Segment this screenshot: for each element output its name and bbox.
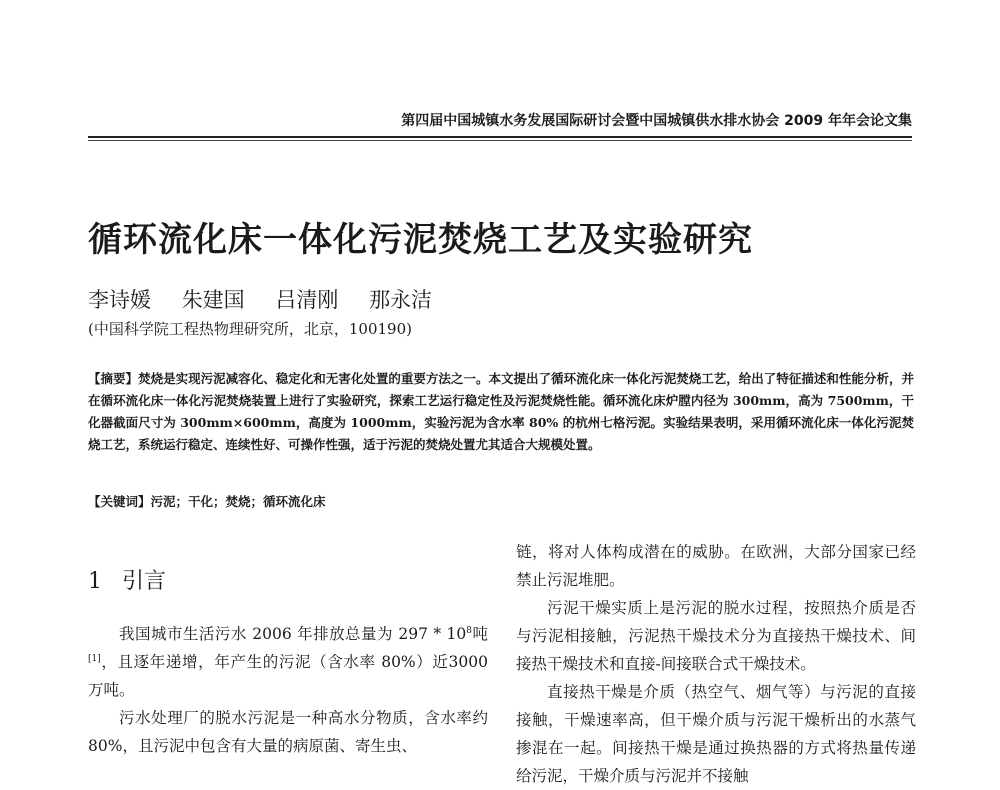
abstract-block	[88, 368, 914, 456]
header-rule-thin	[88, 140, 912, 141]
citation-ref: [1]	[88, 653, 101, 664]
author-name: 吕清刚	[275, 288, 339, 312]
text-run: 我国城市生活污水 2006 年排放总量为 297 * 10	[119, 625, 467, 643]
keywords-label: 【关键词】	[88, 494, 151, 509]
paragraph: 污水处理厂的脱水污泥是一种高水分物质，含水率约 80%，且污泥中包含有大量的病原菌、寄生虫、	[88, 709, 488, 755]
section-title: 引言	[122, 569, 167, 594]
paragraph: 链，将对人体构成潜在的威胁。在欧洲，大部分国家已经禁止污泥堆肥。	[516, 543, 916, 589]
section-heading	[88, 564, 166, 595]
author-name: 李诗媛	[88, 288, 151, 312]
abstract-text: 焚烧是实现污泥减容化、稳定化和无害化处置的重要方法之一。本文提出了循环流化床一体化污泥焚烧工艺，给出了特征描述和性能分析，并在循环流化床一体化污泥焚烧装置上进行了实验研究，探索工艺运行稳定性及污泥焚烧性能。循环流化床炉膛内径为 300mm，高为 7500mm，干化器截面尺寸为 300mm×600mm，高度为 1000mm，实验污泥为含水率 80% 的杭州七格污泥。实验结果表明，采用循环流化床一体化污泥焚烧工艺，系统运行稳定、连续性好、可操作性强，适于污泥的焚烧处置尤其适合大规模处置。	[88, 371, 914, 452]
paper-title: 循环流化床一体化污泥焚烧工艺及实验研究	[88, 220, 753, 260]
keywords-text: 污泥；干化；焚烧；循环流化床	[150, 494, 326, 509]
abstract-label: 【摘要】	[88, 371, 139, 386]
running-head: 第四届中国城镇水务发展国际研讨会暨中国城镇供水排水协会 2009 年年会论文集	[401, 113, 912, 129]
exponent: 8	[466, 625, 473, 636]
paragraph: 直接热干燥是介质（热空气、烟气等）与污泥的直接接触，干燥速率高，但干燥介质与污泥干燥析出的水蒸气掺混在一起。间接热干燥是通过换热器的方式将热量传递给污泥，干燥介质与污泥并不接触	[516, 683, 916, 785]
section-number: 1	[88, 569, 102, 594]
header-rule	[88, 136, 912, 138]
left-column	[88, 620, 488, 760]
keywords-block	[88, 492, 326, 510]
text-run: ，且逐年递增，年产生的污泥（含水率 80%）近3000 万吨。	[88, 653, 488, 699]
affiliation: (中国科学院工程热物理研究所，北京，100190)	[88, 320, 412, 338]
text-run: 吨	[472, 625, 488, 643]
author-list	[88, 284, 456, 314]
author-name: 朱建国	[181, 288, 245, 312]
paragraph: 污泥干燥实质上是污泥的脱水过程，按照热介质是否与污泥相接触，污泥热干燥技术分为直接热干燥技术、间接热干燥技术和直接-间接联合式干燥技术。	[516, 599, 916, 673]
paragraph	[88, 620, 488, 704]
author-name: 那永洁	[369, 288, 433, 312]
right-column	[516, 538, 916, 790]
